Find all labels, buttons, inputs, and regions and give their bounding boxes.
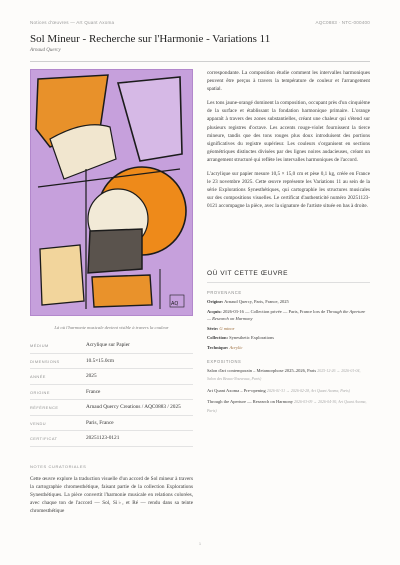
header-ref: AQC0883 · NTC-000400	[315, 20, 370, 25]
spec-key: MÉDIUM	[30, 343, 49, 348]
collection-key: Collection:	[207, 335, 228, 341]
artwork-caption: Là où l'harmonie musicale devient visible à travers la couleur	[54, 325, 169, 330]
header-section: Notices d'œuvres — Art Quant Axoma	[30, 20, 115, 25]
acquired-exhibition: Through the Aperture — Research on Harmony	[207, 308, 366, 322]
spec-value: Arnaud Quercy Creations / AQC0883 / 2025	[86, 404, 181, 410]
origin-key: Origine:	[207, 299, 224, 304]
page-number: 1	[198, 541, 202, 546]
spec-table	[30, 338, 193, 447]
exhibition-name: Salon d'art contemporain – Metamorphose 2025–2026, Paris	[207, 367, 317, 373]
exhibition-dates: 2026-03-09 → 2026-04-30, Art Quant Axoma, Paris)	[207, 400, 367, 413]
exhibition-item	[207, 367, 370, 384]
exhibition-name: Art Quant Axoma – Pre-opening	[207, 387, 266, 393]
spec-row-year	[30, 369, 193, 385]
provenance-origin	[207, 298, 370, 306]
spec-value: France	[86, 388, 101, 395]
exhibitions-label: EXPOSITIONS	[207, 358, 242, 364]
description-paragraph: L'acrylique sur papier mesure 10,5 × 15,0 cm et pèse 0,1 kg, créée en France le 23 novembre 2025. Cette œuvre représente les Variations 11 au sein de la série Explorations Synesthétiques, qui cartographie les structures musicales sur des compositions visuelles. Le certificat d'authenticité numéro 20251123-0121 accompagne la pièce, avec la signature de l'artiste située en bas à droite.	[207, 171, 370, 210]
spec-row-dimensions	[30, 354, 193, 370]
spec-row-medium	[30, 338, 193, 354]
spec-key: CERTIFICAT	[30, 436, 58, 441]
origin-value: Arnaud Quercy, Paris, France, 2025	[224, 299, 289, 304]
description-column	[207, 69, 370, 217]
where-section	[207, 270, 370, 419]
technique-value: Acrylic	[229, 344, 243, 350]
spec-value: Acrylique sur Papier	[86, 342, 130, 348]
spec-key: ANNÉE	[30, 374, 46, 379]
spec-key: RÉFÉRENCE	[30, 405, 59, 410]
spec-value: Paris, France	[86, 419, 114, 426]
provenance-technique	[207, 344, 370, 352]
exhibition-dates: 2025-12-26 → 2026-01-04, Salon des Beaux-Nouveaux, Paris)	[207, 368, 361, 382]
description-paragraph: correspondante. La composition étudie comment les intervalles harmoniques peuvent être perçus à travers la température de couleur et l'arrangement spatial.	[207, 70, 370, 93]
spec-value: 2025	[86, 373, 97, 379]
spec-row-certificate	[30, 431, 193, 447]
exhibition-item	[207, 398, 370, 415]
exhibition-dates: 2026-01-31 → 2026-02-28, Art Quant Axoma, Paris)	[266, 388, 350, 393]
where-title: OÙ VIT CETTE ŒUVRE	[207, 270, 370, 283]
provenance-label: PROVENANCE	[207, 290, 242, 295]
description-paragraph: Les tons jaune-orangé dominent la composition, occupant près d'un cinquième de la surface et établissant la fondation harmonique primaire. L'orange apparaît à travers des zones substantielles, créant une chaleur qui s'étend sur plusieurs registres d'octave. Les accents rouge-violet fournissent la tierce mineure, tandis que des tons rouges plus doux introduisent des portions significatives du registre supérieur. Les couleurs s'organisent en sections géométriques distinctes divisées par des lignes noires audacieuses, créant un arrangement structuré qui reflète les intervalles harmoniques de l'accord.	[207, 100, 370, 163]
spec-key: DIMENSIONS	[30, 358, 60, 364]
provenance-series	[207, 325, 370, 333]
page-title: Sol Mineur - Recherche sur l'Harmonie - Variations 11	[30, 33, 271, 45]
page-header	[30, 20, 370, 25]
series-key: Série:	[207, 325, 219, 331]
artist-name: Arnaud Quercy	[30, 48, 61, 53]
spec-value: 20251123-0121	[86, 435, 120, 441]
series-value: G minor	[219, 325, 235, 331]
acquired-value: 2026-03-16 — Collection privée — Paris, France lors de	[222, 308, 326, 314]
spec-value: 10.5×15.0cm	[86, 357, 114, 364]
svg-text:AQ: AQ	[171, 301, 179, 307]
spec-key: ORIGINE	[30, 389, 50, 395]
spec-row-sold	[30, 416, 193, 432]
exhibition-name: Through the Aperture — Research on Harmony	[207, 399, 293, 405]
artwork-image	[30, 69, 193, 316]
collection-value: Synesthetic Explorations	[229, 335, 274, 341]
title-divider	[30, 61, 370, 62]
spec-key: VENDU	[30, 420, 47, 426]
provenance-collection	[207, 334, 370, 342]
curatorial-notes-text: Cette œuvre explore la traduction visuelle d'un accord de Sol mineur à travers la cartographie chromesthétique, faisant partie de la collection Explorations Synesthétiques. La pièce convertit l'harmonie musicale en relations colorées, avec chaque ton de l'accord — Sol, Si♭, et Ré — rendu dans sa teinte chromesthétique	[30, 476, 193, 515]
spec-row-origin	[30, 385, 193, 401]
acquired-key: Acquis:	[207, 308, 222, 314]
technique-key: Technique:	[207, 344, 229, 350]
curatorial-notes-label: NOTES CURATORIALES	[30, 464, 87, 469]
spec-row-reference	[30, 400, 193, 416]
exhibition-item	[207, 387, 370, 396]
provenance-acquired	[207, 308, 370, 323]
